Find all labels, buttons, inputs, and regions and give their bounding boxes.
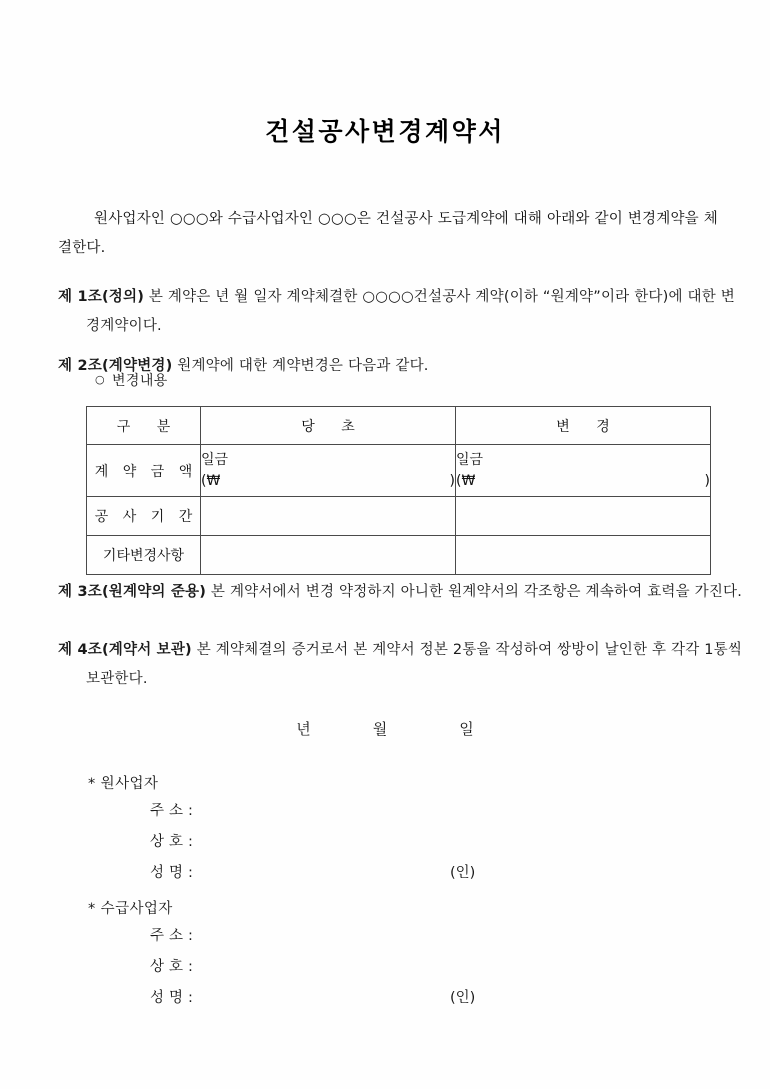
article-4-heading: 제 4조(계약서 보관) <box>58 642 192 658</box>
change-content-bullet <box>95 370 168 390</box>
amount-original-label: 일금 <box>201 451 229 468</box>
article-3-body: 본 계약서에서 변경 약정하지 아니한 원계약서의 각조항은 계속하여 효력을 가진다. <box>210 584 743 600</box>
field-label-address[interactable]: 주 소 : <box>150 928 194 944</box>
table-header-changed: 변 경 <box>456 407 711 445</box>
article-4-body: 본 계약체결의 증거로서 본 계약서 정본 2통을 작성하여 쌍방이 날인한 후 각각 1통씩 보관한다. <box>86 642 743 687</box>
paren-suffix: ) <box>449 472 455 489</box>
article-1-body: 본 계약은 년 월 일자 계약체결한 ○○○○건설공사 계약(이하 “원계약”이라 한다)에 대한 변경계약이다. <box>86 289 735 334</box>
date-day: 일 <box>459 720 474 738</box>
cell-changed-other[interactable] <box>456 536 711 575</box>
table-header-original: 당 초 <box>201 407 456 445</box>
row-label-contract-amount: 계 약 금 액 <box>87 445 201 497</box>
row-label-construction-period: 공 사 기 간 <box>87 497 201 536</box>
asterisk-icon: * <box>88 901 96 917</box>
seal-mark: (인) <box>450 990 476 1006</box>
field-label-name[interactable]: 성 명 : <box>150 865 194 881</box>
table-header-division: 구 분 <box>87 407 201 445</box>
article-3 <box>58 578 746 607</box>
paren-suffix: ) <box>704 472 710 489</box>
won-prefix: (₩ <box>201 472 221 489</box>
intro-paragraph: 원사업자인 ○○○와 수급사업자인 ○○○은 건설공사 도급계약에 대해 아래와 같이 변경계약을 체결한다. <box>58 211 718 256</box>
field-label-name[interactable]: 성 명 : <box>150 990 194 1006</box>
article-2-heading: 제 2조(계약변경) <box>58 358 173 374</box>
row-label-other-changes: 기타변경사항 <box>87 536 201 575</box>
signature-block-prime-contractor <box>88 772 510 892</box>
signature-block-subcontractor <box>88 897 510 1017</box>
cell-changed-period[interactable] <box>456 497 711 536</box>
page-title: 건설공사변경계약서 <box>265 117 505 146</box>
table-row <box>87 536 711 575</box>
cell-original-amount[interactable] <box>201 445 456 497</box>
amount-changed-label: 일금 <box>456 451 484 468</box>
cell-changed-amount[interactable] <box>456 445 711 497</box>
signature-field-company <box>88 955 510 986</box>
signature-field-name <box>88 986 510 1017</box>
signature-field-address <box>88 924 510 955</box>
amount-changed-value <box>456 471 710 492</box>
won-prefix: (₩ <box>456 472 476 489</box>
signature-field-company <box>88 830 510 861</box>
article-2-body: 원계약에 대한 계약변경은 다음과 같다. <box>177 358 429 374</box>
article-3-heading: 제 3조(원계약의 준용) <box>58 584 207 600</box>
bullet-circle-icon: ○ <box>95 373 105 386</box>
field-label-company[interactable]: 상 호 : <box>150 834 194 850</box>
signature-field-name <box>88 861 510 892</box>
amount-original-value <box>201 471 455 492</box>
signature-party-name: 원사업자 <box>100 776 159 792</box>
signature-party-name: 수급사업자 <box>100 901 173 917</box>
date-year: 년 <box>296 720 311 738</box>
asterisk-icon: * <box>88 776 96 792</box>
article-4 <box>58 636 746 694</box>
table-row <box>87 445 711 497</box>
table-header-row <box>87 407 711 445</box>
cell-original-period[interactable] <box>201 497 456 536</box>
bullet-label: 변경내용 <box>112 373 168 389</box>
signature-party-title <box>88 772 510 793</box>
seal-mark: (인) <box>450 865 476 881</box>
change-table <box>86 406 711 575</box>
article-1-heading: 제 1조(정의) <box>58 289 145 305</box>
field-label-address[interactable]: 주 소 : <box>150 803 194 819</box>
field-label-company[interactable]: 상 호 : <box>150 959 194 975</box>
article-1 <box>58 283 746 341</box>
date-month: 월 <box>372 720 388 738</box>
cell-original-other[interactable] <box>201 536 456 575</box>
signature-field-address <box>88 799 510 830</box>
table-row <box>87 497 711 536</box>
signature-party-title <box>88 897 510 918</box>
date-line <box>0 718 770 739</box>
